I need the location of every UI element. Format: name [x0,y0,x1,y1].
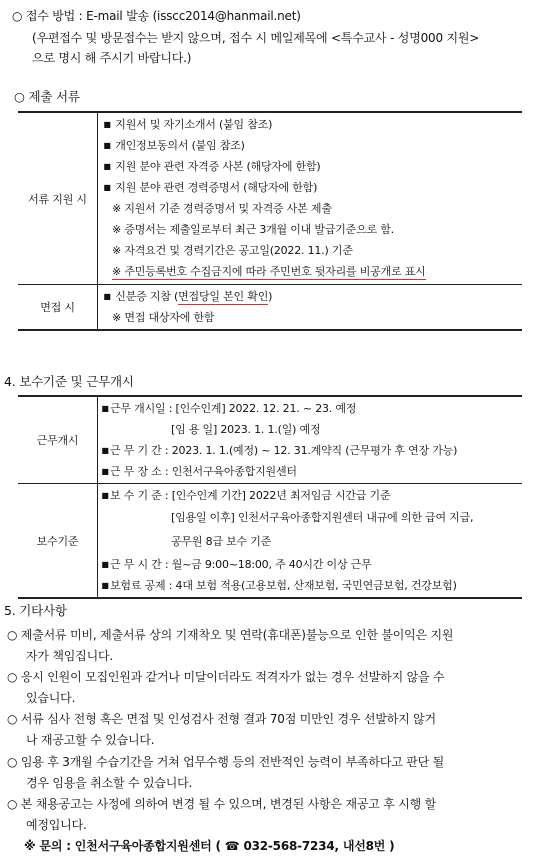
contact-info: ※ 문의 : 인천서구육아종합지원센터 ( ☎ 032-568-7234, 내선8번 ) [24,839,395,853]
misc-item-cont: 경우 임용을 취소할 수 있습니다. [26,776,193,790]
docs-item: ■ 지원 분야 관련 자격증 사본 (해당자에 한함) [98,156,522,177]
misc-item-cont: 있습니다. [26,691,76,705]
bullet-square-icon: ■ [103,292,111,301]
pay-line: ■근 무 시 간 : 월~금 9:00~18:00, 주 40시간 이상 근무 [98,554,522,575]
apply-note-line-2: 으로 명시 해 주시기 바랍니다.) [32,51,192,65]
misc-item: ○ 임용 후 3개월 수습기간을 거쳐 업무수행 등의 전반적인 능력이 부족하다고 판단 될 [7,755,445,769]
pay-line: ■근 무 장 소 : 인천서구육아종합지원센터 [98,461,522,482]
docs-note: ※ 자격요건 및 경력기간은 공고일(2022. 11.) 기준 [112,244,353,257]
docs-note: ※ 지원서 기준 경력증명서 및 자격증 사본 제출 [112,202,332,215]
pay-line: ■보험료 공제 : 4대 보험 적용(고용보험, 산재보험, 국민연금보험, 건강보험) [98,575,522,596]
pay-row-salary [18,484,522,599]
misc-item: ○ 응시 인원이 모집인원과 같거나 미달이더라도 적격자가 없는 경우 선발하지 않을 수 [7,670,445,684]
pay-line: 공무원 8급 보수 기준 [171,535,272,548]
docs-row-label: 서류 지원 시 [18,112,98,285]
docs-row-interview [18,285,522,331]
bullet-square-icon: ■ [101,581,109,590]
docs-item: ■ 지원서 및 자기소개서 (붙임 참조) [98,114,522,135]
pay-line: [임용일 이후] 인천서구육아종합지원센터 내규에 의한 급여 지급, [171,511,474,524]
docs-heading: ○ 제출 서류 [14,89,80,104]
bullet-square-icon: ■ [103,183,111,192]
misc-item: ○ 서류 심사 전형 혹은 면접 및 인성검사 전형 결과 70점 미만인 경우 선발하지 않거 [7,712,436,726]
docs-table [18,111,522,331]
bullet-square-icon: ■ [101,560,109,569]
bullet-square-icon: ■ [101,467,109,476]
docs-row-document [18,112,522,285]
docs-item: ■ 개인정보동의서 (붙임 참조) [98,135,522,156]
misc-item-cont: 예정입니다. [26,818,87,832]
misc-item-cont: 나 재공고할 수 있습니다. [26,733,155,747]
pay-row-label: 근무개시 [18,396,98,484]
apply-method-line: ○ 접수 방법 : E-mail 발송 (isscc2014@hanmail.net) [12,9,301,23]
pay-row-label: 보수기준 [18,484,98,599]
apply-note-line: (우편접수 및 방문접수는 받지 않으며, 접수 시 메일제목에 <특수교사 - 성명000 지원> [32,31,480,45]
misc-heading: 5. 기타사항 [4,603,67,618]
docs-note: ※ 증명서는 제출일로부터 최근 3개월 이내 발급기준으로 함. [112,223,394,236]
docs-item: ■ 지원 분야 관련 경력증명서 (해당자에 한함) [98,177,522,198]
pay-line: [임 용 일] 2023. 1. 1.(일) 예정 [171,423,321,436]
bullet-square-icon: ■ [101,446,109,455]
docs-item: ■ 신분증 지참 (면접당일 본인 확인) [98,286,522,307]
docs-note-underlined: ※ 주민등록번호 수집금지에 따라 주민번호 뒷자리를 비공개로 표시 [112,265,426,278]
bullet-square-icon: ■ [101,491,109,500]
pay-line: ■근 무 기 간 : 2023. 1. 1.(예정) ~ 12. 31.계약직 (근무평가 후 연장 가능) [98,440,522,461]
pay-table [18,395,522,599]
bullet-square-icon: ■ [103,120,111,129]
bullet-square-icon: ■ [103,141,111,150]
bullet-square-icon: ■ [101,404,109,413]
pay-line: ■보 수 기 준 : [인수인계 기간] 2022년 최저임금 시간급 기준 [98,485,522,506]
pay-line: ■근무 개시일 : [인수인계] 2022. 12. 21. ~ 23. 예정 [98,398,522,419]
misc-item: ○ 제출서류 미비, 제출서류 상의 기재착오 및 연락(휴대폰)불능으로 인한 불이익은 지원 [7,628,454,642]
pay-heading: 4. 보수기준 및 근무개시 [4,374,134,389]
bullet-square-icon: ■ [103,162,111,171]
misc-item-cont: 자가 책임집니다. [26,649,113,663]
docs-row-label: 면접 시 [18,285,98,331]
docs-note: ※ 면접 대상자에 한함 [112,311,215,324]
misc-item: ○ 본 채용공고는 사정에 의하여 변경 될 수 있으며, 변경된 사항은 재공고 후 시행 할 [7,797,437,811]
pay-row-start [18,396,522,484]
